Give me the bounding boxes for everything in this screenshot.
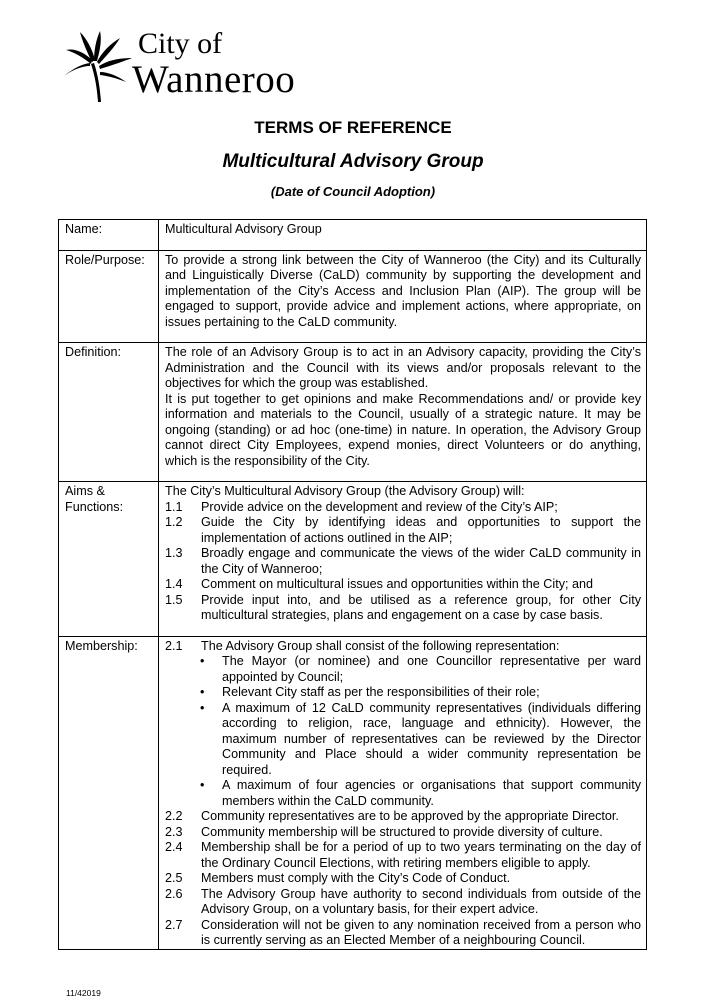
list-item <box>165 918 641 949</box>
table-row-name <box>59 220 647 251</box>
list-item <box>165 840 641 871</box>
table-row-membership <box>59 636 647 949</box>
item-number: 1.5 <box>165 592 183 607</box>
row-label <box>59 482 159 637</box>
document-subtitle: Multicultural Advisory Group <box>222 151 484 172</box>
row-content <box>159 343 647 482</box>
document-title: TERMS OF REFERENCE <box>254 118 452 137</box>
table-row-role <box>59 250 647 343</box>
bullet-item: • A maximum of four agencies or organisations that support community members within the CaLD community. <box>222 778 641 809</box>
row-label: Role/Purpose: <box>59 250 159 343</box>
table-row-aims <box>59 482 647 637</box>
aims-intro: The City’s Multicultural Advisory Group (the Advisory Group) will: <box>165 484 525 498</box>
row-content: To provide a strong link between the City of Wanneroo (the City) and its Culturally and Linguistically Diverse (CaLD) community by supporting the development and implementation of the City’s Access and Inclusion Plan (AIP). The group will be engaged to support, provide advice and implement actions, where appropriate, on issues pertaining to the CaLD community. <box>159 250 647 343</box>
item-number: 1.4 <box>165 577 183 591</box>
list-item <box>165 593 641 624</box>
row-content <box>159 482 647 637</box>
logo-text-line2: Wanneroo <box>132 58 296 101</box>
list-item <box>165 500 641 516</box>
item-number: 1.3 <box>165 546 183 560</box>
list-item <box>165 887 641 918</box>
item-number: 2.5 <box>165 871 183 885</box>
item-number: 1.2 <box>165 515 183 529</box>
list-item <box>165 809 641 825</box>
item-text: The Advisory Group shall consist of the following representation: <box>201 638 560 653</box>
item-number: 2.7 <box>165 917 183 932</box>
city-logo <box>64 28 324 104</box>
item-text: Community representatives are to be approved by the appropriate Director. <box>201 809 619 823</box>
item-number: 2.3 <box>165 824 183 839</box>
representation-list <box>165 654 641 809</box>
adoption-date: (Date of Council Adoption) <box>270 184 436 199</box>
bullet-item: • Relevant City staff as per the responsibilities of their role; <box>222 685 641 701</box>
label-line: Functions: <box>65 499 124 514</box>
item-number: 1.1 <box>165 499 183 514</box>
item-text: Consideration will not be given to any nomination received from a person who is currently serving as an Elected Member of a neighbouring Council. <box>201 917 641 947</box>
item-text: The Advisory Group have authority to second individuals from outside of the Advisory Group, on a voluntary basis, for their expert advice. <box>201 886 641 916</box>
list-item <box>165 577 641 593</box>
label-line: Aims & <box>65 484 105 498</box>
bullet-item: • The Mayor (or nominee) and one Councillor representative per ward appointed by Council; <box>222 654 641 685</box>
terms-table <box>58 219 647 950</box>
item-number: 2.4 <box>165 840 183 854</box>
bullet-item: • A maximum of 12 CaLD community representatives (individuals differing according to religion, race, language and ethnicity). However, the maximum number of representatives can be reviewed by the Director Community and Place should a wider community representation be required. <box>222 701 641 779</box>
list-item <box>165 546 641 577</box>
item-text: Provide input into, and be utilised as a reference group, for other City multicultural strategies, plans and engagement on a case by case basis. <box>201 592 641 622</box>
list-item <box>165 871 641 887</box>
item-text: Membership shall be for a period of up to two years terminating on the day of the Ordinary Council Elections, with retiring members eligible to apply. <box>201 840 641 870</box>
logo-text-line1: City of <box>138 27 223 60</box>
row-content: Multicultural Advisory Group <box>159 220 647 251</box>
document-reference: 11/42019 <box>66 988 101 998</box>
item-number: 2.6 <box>165 886 183 901</box>
item-text: Broadly engage and communicate the views of the wider CaLD community in the City of Wanneroo; <box>201 546 641 576</box>
item-text: Guide the City by identifying ideas and opportunities to support the implementation of actions outlined in the AIP; <box>201 515 641 545</box>
table-row-definition <box>59 343 647 482</box>
row-label: Definition: <box>59 343 159 482</box>
item-text: Provide advice on the development and review of the City’s AIP; <box>201 499 558 514</box>
list-item <box>165 639 641 655</box>
row-content <box>159 636 647 949</box>
definition-paragraph: It is put together to get opinions and make Recommendations and/ or provide key information and materials to the Council, usually of a strategic nature. It may be ongoing (standing) or ad hoc (one-time) in nature. In operation, the Advisory Group cannot direct City Employees, expend monies, direct Volunteers or do anything, which is the responsibility of the City. <box>165 391 641 468</box>
list-item <box>165 515 641 546</box>
definition-paragraph: The role of an Advisory Group is to act in an Advisory capacity, providing the City’s Administration and the Council with its views and/or proposals relevant to the objectives for which the group was established. <box>165 345 641 390</box>
row-label: Name: <box>59 220 159 251</box>
item-text: Community membership will be structured to provide diversity of culture. <box>201 824 603 839</box>
list-item <box>165 825 641 841</box>
kangaroo-paw-icon <box>64 28 134 104</box>
item-text: Comment on multicultural issues and opportunities within the City; and <box>201 577 593 591</box>
item-text: Members must comply with the City’s Code of Conduct. <box>201 871 511 885</box>
item-number: 2.2 <box>165 809 183 823</box>
item-number: 2.1 <box>165 638 183 653</box>
row-label: Membership: <box>59 636 159 949</box>
